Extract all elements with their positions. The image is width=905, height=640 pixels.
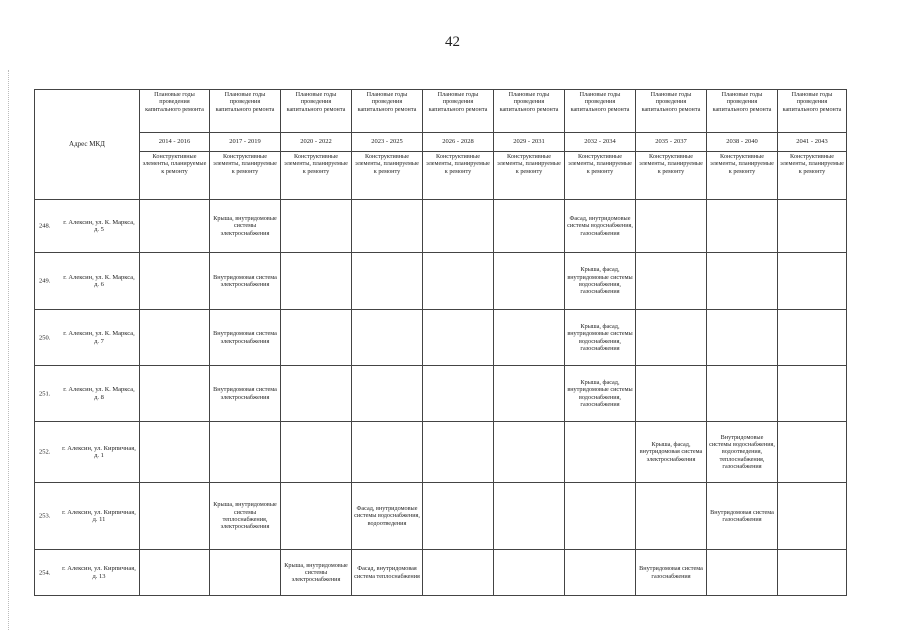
period-subheading: Конструктивные элементы, планируемые к ремонту: [636, 152, 707, 200]
repair-elements-cell: [707, 550, 778, 596]
repair-elements-cell: [140, 200, 210, 253]
repair-elements-cell: [778, 483, 847, 550]
repair-elements-cell: [140, 366, 210, 422]
repair-elements-cell: [423, 483, 494, 550]
repair-elements-cell: [140, 483, 210, 550]
period-heading: Плановые годы проведения капитального ремонта: [352, 90, 423, 133]
repair-elements-cell: [423, 253, 494, 310]
building-address: г. Алексин, ул. Кирпичная, д. 11: [62, 508, 136, 523]
table-row: [35, 550, 847, 596]
repair-elements-cell: [565, 422, 636, 483]
repair-elements-cell: Внутридомовая система электроснабжения: [210, 253, 281, 310]
address-cell: [35, 483, 140, 550]
repair-elements-cell: [423, 200, 494, 253]
period-heading: Плановые годы проведения капитального ремонта: [707, 90, 778, 133]
building-address: г. Алексин, ул. К. Маркса, д. 6: [63, 273, 135, 288]
repair-elements-cell: [281, 366, 352, 422]
repair-elements-cell: [778, 422, 847, 483]
repair-elements-cell: [494, 366, 565, 422]
row-number: 249.: [39, 277, 51, 285]
period-years: 2026 - 2028: [423, 133, 494, 152]
repair-elements-cell: [636, 200, 707, 253]
repair-elements-cell: [281, 422, 352, 483]
building-address: г. Алексин, ул. К. Маркса, д. 5: [63, 218, 135, 233]
address-cell: [35, 253, 140, 310]
repair-elements-cell: [778, 550, 847, 596]
repair-elements-cell: Фасад, внутридомовая система теплоснабжения: [352, 550, 423, 596]
period-years: 2029 - 2031: [494, 133, 565, 152]
repair-elements-cell: Внутридомовая система электроснабжения: [210, 310, 281, 366]
period-years: 2032 - 2034: [565, 133, 636, 152]
period-heading: Плановые годы проведения капитального ремонта: [778, 90, 847, 133]
repair-elements-cell: Крыша, внутридомовые системы электроснабжения: [210, 200, 281, 253]
row-number: 250.: [39, 333, 51, 341]
years-row: [35, 133, 847, 152]
repair-elements-cell: [352, 200, 423, 253]
repair-elements-cell: Крыша, внутридомовые системы электроснабжения: [281, 550, 352, 596]
address-header: Адрес МКД: [35, 90, 140, 200]
repair-elements-cell: Крыша, фасад, внутридомовые системы водоснабжения, газоснабжения: [565, 366, 636, 422]
repair-elements-cell: [210, 422, 281, 483]
period-subheading: Конструктивные элементы, планируемые к ремонту: [210, 152, 281, 200]
repair-elements-cell: [707, 200, 778, 253]
repair-elements-cell: [352, 422, 423, 483]
repair-elements-cell: [494, 200, 565, 253]
repair-elements-cell: [352, 310, 423, 366]
repair-elements-cell: Крыша, фасад, внутридомовые системы водоснабжения, газоснабжения: [565, 310, 636, 366]
repair-elements-cell: [352, 366, 423, 422]
repair-elements-cell: [494, 253, 565, 310]
repair-elements-cell: Крыша, внутридомовые системы теплоснабжения, электроснабжения: [210, 483, 281, 550]
row-number: 248.: [39, 222, 51, 230]
table-row: [35, 483, 847, 550]
page-number: 42: [445, 34, 460, 50]
row-number: 252.: [39, 448, 51, 456]
repair-elements-cell: [494, 310, 565, 366]
header-row: [35, 90, 847, 133]
period-subheading: Конструктивные элементы, планируемые к ремонту: [494, 152, 565, 200]
repair-elements-cell: [281, 483, 352, 550]
period-heading: Плановые годы проведения капитального ремонта: [210, 90, 281, 133]
repair-elements-cell: [707, 310, 778, 366]
repair-elements-cell: Крыша, фасад, внутридомовые системы водоснабжения, газоснабжения: [565, 253, 636, 310]
table-row: [35, 310, 847, 366]
repair-elements-cell: Внутридомовая система газоснабжения: [636, 550, 707, 596]
repair-elements-cell: [210, 550, 281, 596]
repair-elements-cell: [707, 366, 778, 422]
period-heading: Плановые годы проведения капитального ремонта: [281, 90, 352, 133]
address-cell: [35, 310, 140, 366]
repair-elements-cell: [565, 550, 636, 596]
period-years: 2020 - 2022: [281, 133, 352, 152]
period-subheading: Конструктивные элементы, планируемые к ремонту: [707, 152, 778, 200]
period-heading: Плановые годы проведения капитального ремонта: [565, 90, 636, 133]
capital-repair-plan-table: [34, 89, 847, 596]
row-number: 253.: [39, 512, 51, 520]
period-subheading: Конструктивные элементы, планируемые к ремонту: [778, 152, 847, 200]
table-row: [35, 253, 847, 310]
repair-elements-cell: [494, 550, 565, 596]
period-heading: Плановые годы проведения капитального ремонта: [423, 90, 494, 133]
repair-elements-cell: [636, 310, 707, 366]
repair-elements-cell: [281, 253, 352, 310]
row-number: 254.: [39, 568, 51, 576]
repair-elements-cell: [140, 253, 210, 310]
period-heading: Плановые годы проведения капитального ремонта: [636, 90, 707, 133]
elements-header-row: [35, 152, 847, 200]
period-subheading: Конструктивные элементы, планируемые к ремонту: [281, 152, 352, 200]
period-subheading: Конструктивные элементы, планируемые к ремонту: [423, 152, 494, 200]
period-subheading: Конструктивные элементы, планируемые к ремонту: [565, 152, 636, 200]
table-row: [35, 422, 847, 483]
repair-elements-cell: [494, 422, 565, 483]
address-cell: [35, 422, 140, 483]
repair-elements-cell: [423, 366, 494, 422]
address-cell: [35, 366, 140, 422]
building-address: г. Алексин, ул. К. Маркса, д. 8: [63, 386, 135, 401]
repair-elements-cell: [565, 483, 636, 550]
building-address: г. Алексин, ул. К. Маркса, д. 7: [63, 330, 135, 345]
building-address: г. Алексин, ул. Кирпичная, д. 13: [62, 565, 136, 580]
period-heading: Плановые годы проведения капитального ремонта: [140, 90, 210, 133]
repair-elements-cell: [778, 200, 847, 253]
repair-elements-cell: Крыша, фасад, внутридомовая система электроснабжения: [636, 422, 707, 483]
repair-elements-cell: [140, 550, 210, 596]
repair-elements-cell: [778, 253, 847, 310]
repair-elements-cell: [778, 366, 847, 422]
repair-elements-cell: [281, 310, 352, 366]
repair-elements-cell: [636, 483, 707, 550]
repair-elements-cell: [636, 366, 707, 422]
repair-elements-cell: Внутридомовая система электроснабжения: [210, 366, 281, 422]
period-years: 2014 - 2016: [140, 133, 210, 152]
row-number: 251.: [39, 389, 51, 397]
repair-elements-cell: [423, 550, 494, 596]
repair-elements-cell: [707, 253, 778, 310]
period-years: 2041 - 2043: [778, 133, 847, 152]
repair-elements-cell: [281, 200, 352, 253]
table-row: [35, 200, 847, 253]
repair-elements-cell: [423, 422, 494, 483]
repair-elements-cell: [140, 422, 210, 483]
period-subheading: Конструктивные элементы, планируемые к ремонту: [140, 152, 210, 200]
period-subheading: Конструктивные элементы, планируемые к ремонту: [352, 152, 423, 200]
repair-elements-cell: [423, 310, 494, 366]
period-years: 2035 - 2037: [636, 133, 707, 152]
repair-elements-cell: [778, 310, 847, 366]
period-years: 2023 - 2025: [352, 133, 423, 152]
address-cell: [35, 200, 140, 253]
repair-elements-cell: [636, 253, 707, 310]
repair-elements-cell: Фасад, внутридомовые системы водоснабжения, газоснабжения: [565, 200, 636, 253]
repair-elements-cell: [140, 310, 210, 366]
repair-elements-cell: Внутридомовая система газоснабжения: [707, 483, 778, 550]
scan-margin-dots: [8, 70, 11, 630]
repair-elements-cell: [494, 483, 565, 550]
repair-elements-cell: Внутридомовые системы водоснабжения, водоотведения, теплоснабжения, газоснабжения: [707, 422, 778, 483]
period-years: 2038 - 2040: [707, 133, 778, 152]
repair-elements-cell: Фасад, внутридомовые системы водоснабжения, водоотведения: [352, 483, 423, 550]
period-heading: Плановые годы проведения капитального ремонта: [494, 90, 565, 133]
building-address: г. Алексин, ул. Кирпичная, д. 1: [62, 444, 136, 459]
table-row: [35, 366, 847, 422]
repair-elements-cell: [352, 253, 423, 310]
period-years: 2017 - 2019: [210, 133, 281, 152]
address-cell: [35, 550, 140, 596]
